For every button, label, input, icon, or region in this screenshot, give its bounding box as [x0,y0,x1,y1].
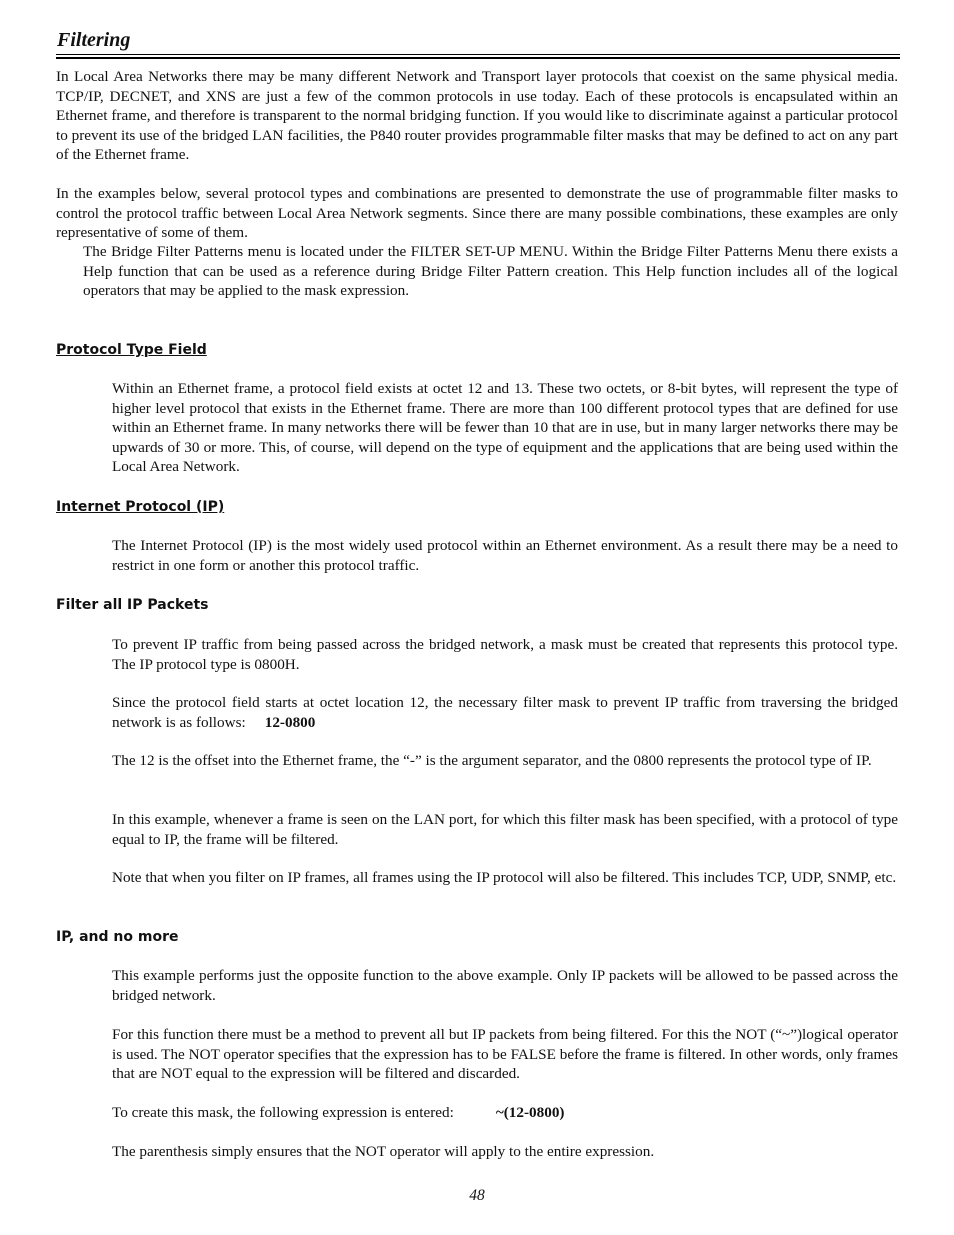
filter-ip-paragraph-1: To prevent IP traffic from being passed across the bridged network, a mask must be created that represents this protocol type. The IP protocol type is 0800H. [112,636,898,673]
heading-internet-protocol: Internet Protocol (IP) [56,499,225,515]
heading-ip-and-no-more: IP, and no more [56,929,179,945]
protocol-type-paragraph: Within an Ethernet frame, a protocol field exists at octet 12 and 13. These two octets, or 8-bit bytes, will represent the type of higher level protocol that exists in the Ethernet frame. There are more than 100 different protocol types that are defined for use within an Ethernet frame. In many networks there will be fewer than 10 that are in use, but in many larger networks there may be upwards of 30 or more. This, of course, will depend on the type of equipment and the applications that are being used within the Local Area Network. [112,380,898,475]
ip-only-paragraph-2: For this function there must be a method to prevent all but IP packets from being filtered. For this the NOT (“~”)logical operator is used. The NOT operator specifies that the expression has to be FALSE before the frame is filtered. In other words, only frames that are NOT equal to the expression will be filtered and discarded. [112,1026,898,1082]
ip-only-paragraph-3-text: To create this mask, the following expression is entered: [112,1104,454,1121]
filter-ip-paragraph-2-text: Since the protocol field starts at octet location 12, the necessary filter mask to prevent IP traffic from traversing the bridged network is as follows: [112,694,898,731]
intro-paragraph-3: The Bridge Filter Patterns menu is located under the FILTER SET-UP MENU. Within the Bridge Filter Patterns Menu there exists a Help function that can be used as a reference during Bridge Filter Pattern creation. This Help function includes all of the logical operators that may be applied to the mask expression. [83,243,898,299]
internet-protocol-paragraph: The Internet Protocol (IP) is the most widely used protocol within an Ethernet environment. As a result there may be a need to restrict in one form or another this protocol traffic. [112,537,898,574]
title-rule-thick [56,57,900,59]
not-ip-mask-expression: ~(12-0800) [495,1104,565,1121]
ip-only-paragraph-3 [112,1103,898,1123]
filter-ip-paragraph-3: The 12 is the offset into the Ethernet frame, the “-” is the argument separator, and the 0800 represents the protocol type of IP. [112,752,872,769]
intro-paragraph-2: In the examples below, several protocol types and combinations are presented to demonstrate the use of programmable filter masks to control the protocol traffic between Local Area Network segments. Since there are many possible combinations, these examples are only representative of some of them. [56,185,898,241]
page-title: Filtering [57,29,131,51]
ip-filter-mask-expression: 12-0800 [264,713,316,731]
filter-ip-paragraph-4: In this example, whenever a frame is seen on the LAN port, for which this filter mask has been specified, with a protocol of type equal to IP, the frame will be filtered. [112,811,898,848]
title-rule-thin [56,54,900,55]
heading-filter-all-ip: Filter all IP Packets [56,597,209,613]
page-number: 48 [469,1187,485,1204]
ip-only-paragraph-4: The parenthesis simply ensures that the NOT operator will apply to the entire expression. [112,1143,655,1160]
ip-only-paragraph-1: This example performs just the opposite function to the above example. Only IP packets will be allowed to be passed across the bridged network. [112,967,898,1004]
filter-ip-paragraph-5: Note that when you filter on IP frames, all frames using the IP protocol will also be filtered. This includes TCP, UDP, SNMP, etc. [112,869,897,886]
intro-paragraph-1: In Local Area Networks there may be many different Network and Transport layer protocols that coexist on the same physical media. TCP/IP, DECNET, and XNS are just a few of the common protocols in use today. Each of these protocols is encapsulated within an Ethernet frame, and therefore is transparent to the normal bridging function. If you would like to discriminate against a particular protocol to prevent its use of the bridged LAN facilities, the P840 router provides programmable filter masks that may be defined to act on any part of the Ethernet frame. [56,68,898,163]
filter-ip-paragraph-2 [112,693,898,732]
heading-protocol-type-field: Protocol Type Field [56,342,207,358]
